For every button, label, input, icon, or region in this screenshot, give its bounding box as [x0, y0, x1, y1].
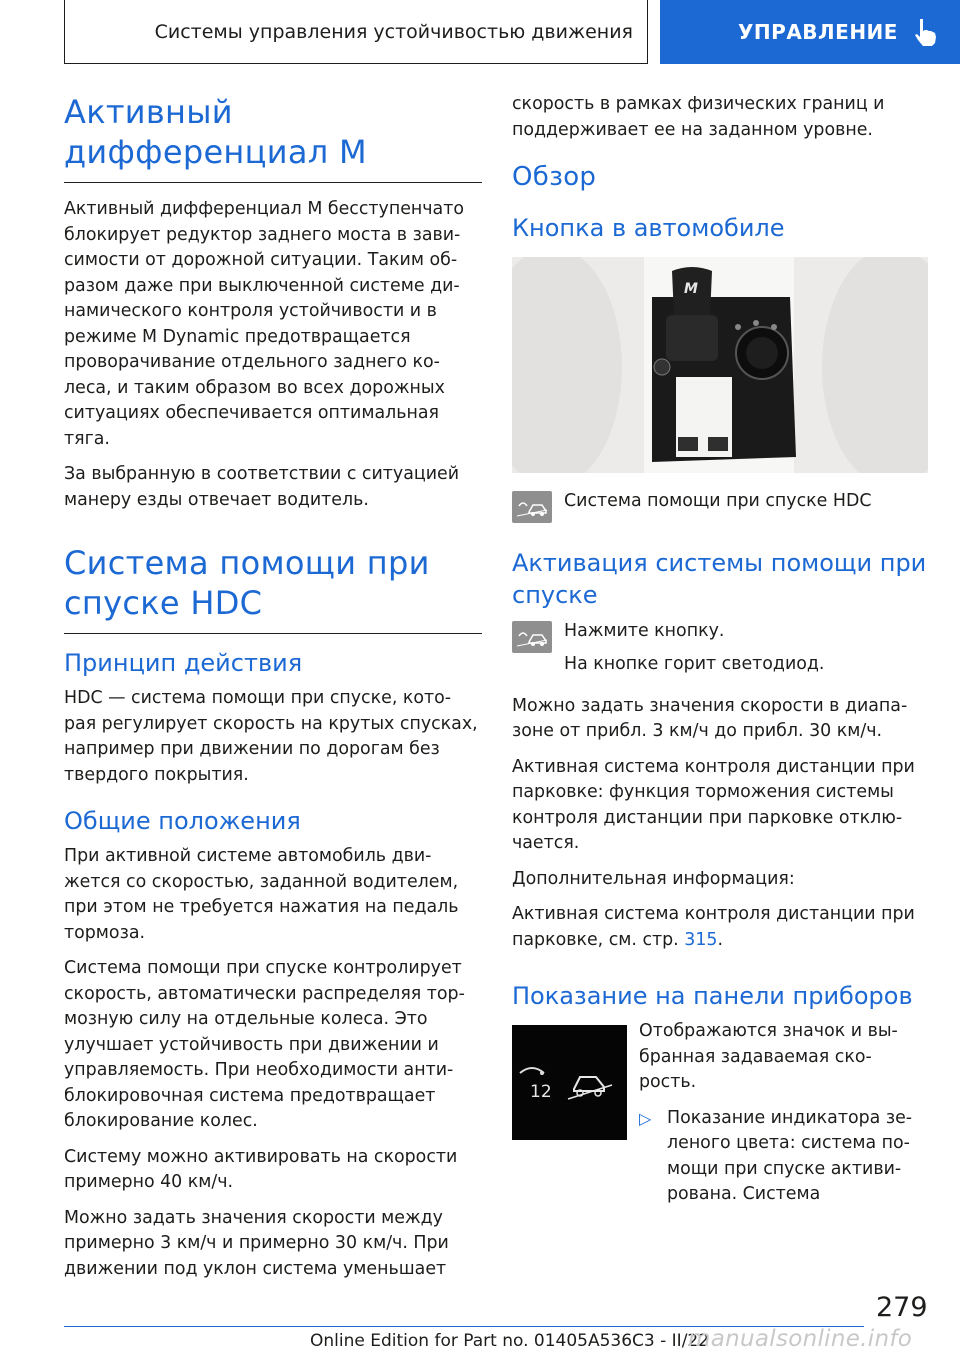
page-link[interactable]: 315 — [684, 929, 718, 950]
triangle-bullet-icon: ▷ — [639, 1108, 652, 1128]
right-column — [512, 92, 928, 1224]
bullet-item — [639, 1106, 928, 1218]
paragraph: Активный дифференциал М бесступенчато блокирует редуктор заднего моста в зави-симости от дорожной ситуации. Таким об-разом даже при выключенной системе ди-намического контроля устойчивости и в режиме M Dynamic предотвращается проворачивание отдельного заднего ко-леса, и таким образом во всех дорожных ситуациях обеспечивается оптимальная тяга. — [64, 199, 464, 449]
left-column — [64, 92, 482, 1292]
cluster-row — [512, 1019, 928, 1218]
divider — [64, 182, 482, 183]
subheading-general: Общие положения — [64, 807, 301, 835]
page-number: 279 — [876, 1292, 928, 1323]
caption-row — [512, 489, 928, 525]
paragraph: Система помощи при спуске контролирует скорость, автоматически распределяя тор-мозную силу на отдельные колеса. Это улучшает устойчивость при движении и управляемость. При необходимости анти-блокировочная система предотвращает блокирование колес. — [64, 958, 465, 1131]
paragraph: Можно задать значения скорости в диапа-зоне от прибл. 3 км/ч до прибл. 30 км/ч. — [512, 695, 908, 741]
paragraph: Дополнительная информация: — [512, 868, 795, 889]
paragraph: скорость в рамках физических границ и поддерживает ее на заданном уровне. — [512, 94, 885, 140]
header-section-title — [64, 0, 648, 64]
bullet-text: Показание индикатора зе-леного цвета: система по-мощи при спуске активи-рована. Система — [667, 1107, 913, 1204]
activation-step: Нажмите кнопку. — [564, 620, 725, 641]
subheading-principle: Принцип действия — [64, 649, 303, 677]
set-speed-value: 12 — [530, 1082, 552, 1102]
subheading-button: Кнопка в автомобиле — [512, 214, 785, 242]
reference-end: . — [717, 929, 723, 950]
display-description: Отображаются значок и вы-бранная задаваемая ско-рость. — [639, 1021, 898, 1092]
divider — [64, 633, 482, 634]
figure-caption: Система помощи при спуске HDC — [564, 491, 872, 511]
paragraph: Можно задать значения скорости между примерно 3 км/ч и примерно 30 км/ч. При движении под уклон система уменьшает — [64, 1207, 449, 1279]
chapter-title-text: УПРАВЛЕНИЕ — [738, 20, 898, 44]
paragraph: При активной системе автомобиль дви-жется со скоростью, заданной водителем, при этом не требуется нажатия на педаль тормоза. — [64, 846, 459, 943]
paragraph: Систему можно активировать на скорости примерно 40 км/ч. — [64, 1146, 458, 1192]
console-illustration — [512, 257, 928, 473]
header-chapter-tab[interactable] — [660, 0, 960, 64]
heading-active-differential: Активный дифференциал М — [64, 93, 367, 171]
hdc-button-icon — [512, 491, 552, 523]
paragraph-with-link — [512, 902, 928, 953]
center-console-photo — [512, 257, 928, 473]
subheading-activation: Активация системы помощи при спуске — [512, 548, 927, 609]
heading-hdc: Система помощи при спуске HDC — [64, 544, 430, 622]
activation-row — [512, 619, 928, 686]
paragraph: За выбранную в соответствии с ситуацией манеру езды отвечает водитель. — [64, 464, 460, 510]
activation-note: На кнопке горит светодиод. — [564, 654, 825, 674]
subheading-display: Показание на панели приборов — [512, 982, 913, 1010]
watermark: manualsonline.info — [688, 1326, 913, 1352]
hdc-button-icon — [512, 621, 552, 653]
section-title-text: Системы управления устойчивостью движения — [154, 20, 633, 43]
paragraph: HDC — система помощи при спуске, кото-рая регулирует скорость на крутых спусках, например при движении по дорогам без твердого покрытия. — [64, 688, 478, 785]
reference-text: Активная система контроля дистанции при парковке, см. стр. — [512, 904, 915, 950]
m-logo: M — [684, 281, 698, 297]
heading-overview: Обзор — [512, 162, 597, 192]
instrument-cluster-image — [512, 1025, 627, 1140]
footer-edition: Online Edition for Part no. 01405A536C3 - II/22 — [310, 1331, 710, 1351]
pointing-hand-icon — [912, 17, 938, 47]
paragraph: Активная система контроля дистанции при парковке: функция торможения системы контроля дистанции при парковке отклю-чается. — [512, 756, 915, 853]
